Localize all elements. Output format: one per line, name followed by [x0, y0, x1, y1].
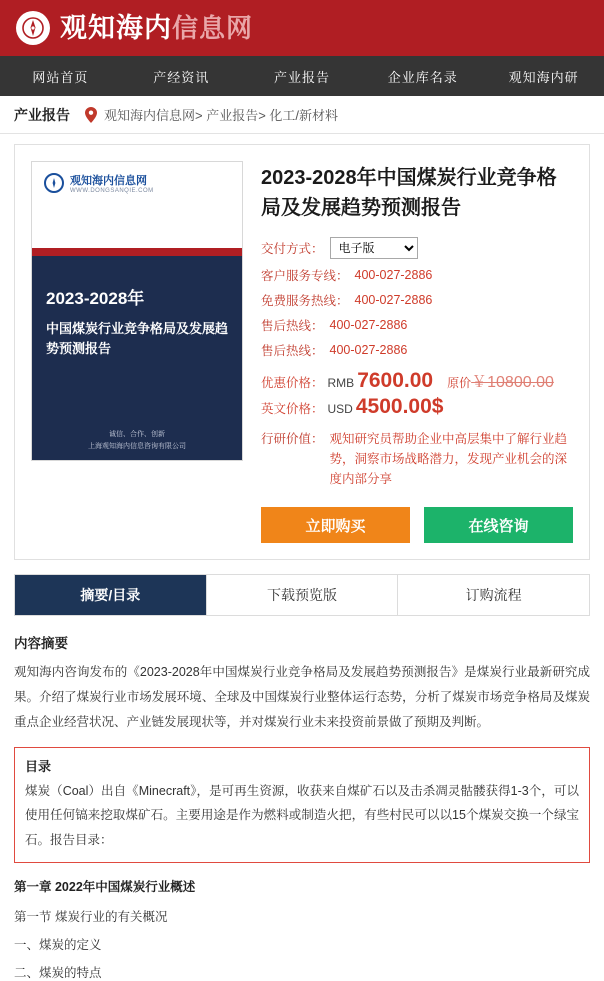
delivery-label: 交付方式： — [261, 242, 324, 256]
online-consult-button[interactable]: 在线咨询 — [424, 507, 573, 543]
rmb-tag: RMB — [327, 376, 355, 390]
usd-price-value: 4500.00$ — [355, 395, 444, 418]
nav-item-research[interactable]: 观知海内研 — [508, 69, 579, 85]
discount-price-row — [261, 369, 573, 393]
breadcrumb-title: 产业报告 — [14, 106, 70, 123]
site-header — [0, 0, 604, 56]
research-value-text: 观知研究员帮助企业中高层集中了解行业趋势，洞察市场战略潜力，发现产业机会的深度内部分享 — [329, 432, 568, 486]
cover-report-name: 中国煤炭行业竞争格局及发展趋势预测报告 — [46, 321, 229, 357]
main-nav — [0, 56, 604, 96]
toc-section-1: 第一节 煤炭行业的有关概况 — [14, 910, 168, 925]
cover-compass-icon — [44, 173, 64, 193]
detail-tabs — [14, 574, 590, 616]
contact-phone[interactable]: 400-027-2886 — [354, 293, 433, 307]
usd-tag: USD — [327, 402, 353, 416]
site-logo[interactable] — [60, 12, 254, 43]
contact-phone[interactable]: 400-027-2886 — [354, 268, 433, 282]
cover-body — [32, 256, 242, 461]
tab-summary-toc[interactable]: 摘要/目录 — [15, 575, 207, 615]
nav-item-company-directory[interactable]: 企业库名录 — [387, 69, 458, 85]
research-value-label: 行研价值： — [261, 432, 324, 446]
toc-chapter-1: 第一章 2022年中国煤炭行业概述 — [14, 880, 196, 895]
tab-order-process[interactable]: 订购流程 — [398, 575, 589, 615]
contact-row-service-line — [261, 266, 573, 284]
original-price-value: ￥10800.00 — [471, 374, 554, 391]
contact-label: 客户服务专线： — [261, 269, 349, 283]
cover-header — [32, 162, 242, 248]
cover-logo — [44, 172, 230, 194]
contact-row-after-sales-2 — [261, 341, 573, 359]
usd-price-label: 英文价格： — [261, 402, 324, 416]
toc-text: 煤炭（Coal）出自《Minecraft》，是可再生资源，收获来自煤矿石以及击杀凋灵骷髅获得1-3个，可以使用任何镐来挖取煤矿石。主要用途是作为燃料或制造火把，有些村民可以以15个煤炭交换一个绿宝石。报告目录： — [25, 784, 579, 847]
toc-box — [14, 747, 590, 863]
tab-download-preview[interactable]: 下载预览版 — [207, 575, 399, 615]
action-buttons — [261, 507, 573, 543]
cover-logo-subtext: WWW.DONGSANQIE.COM — [70, 188, 154, 194]
nav-item-home[interactable]: 网站首页 — [32, 69, 89, 85]
breadcrumb-path[interactable]: 观知海内信息网> 产业报告> 化工/新材料 — [104, 108, 339, 123]
contact-row-after-sales-1 — [261, 316, 573, 334]
cover-logo-text: 观知海内信息网 — [70, 175, 147, 187]
toc-item-2: 二、煤炭的特点 — [14, 966, 102, 981]
buy-now-button[interactable]: 立即购买 — [261, 507, 410, 543]
delivery-row — [261, 237, 573, 259]
contact-label: 售后热线： — [261, 319, 324, 333]
original-price-label: 原价 — [447, 376, 472, 390]
toc-item-1: 一、煤炭的定义 — [14, 938, 102, 953]
summary-text: 观知海内咨询发布的《2023-2028年中国煤炭行业竞争格局及发展趋势预测报告》是煤炭行业最新研究成果。介绍了煤炭行业市场发展环境、全球及中国煤炭行业整体运行态势，分析了煤炭市场竞争格局及煤炭重点企业经营状况、产业链发展现状等，并对煤炭行业未来投资前景做了预期及判断。 — [14, 665, 590, 729]
report-cover-image — [31, 161, 243, 461]
contact-row-free-line — [261, 291, 573, 309]
page-title: 2023-2028年中国煤炭行业竞争格局及发展趋势预测报告 — [261, 167, 557, 219]
cover-footer — [32, 429, 242, 453]
contact-label: 免费服务热线： — [261, 294, 349, 308]
product-panel — [14, 144, 590, 560]
nav-item-reports[interactable]: 产业报告 — [273, 69, 330, 85]
logo-icon — [16, 11, 50, 45]
discount-price-value: 7600.00 — [357, 369, 434, 392]
cover-year: 2023-2028年 — [46, 289, 145, 308]
tab-content — [14, 632, 590, 981]
product-info — [261, 161, 573, 543]
contact-phone[interactable]: 400-027-2886 — [329, 343, 408, 357]
delivery-select[interactable] — [330, 237, 418, 259]
contact-label: 售后热线： — [261, 344, 324, 358]
summary-heading: 内容摘要 — [14, 636, 68, 651]
logo-sub-text: 信息网 — [172, 12, 254, 43]
cover-footer-slogan: 诚信、合作、创新 — [109, 431, 165, 439]
usd-price-row — [261, 395, 573, 419]
location-pin-icon — [84, 107, 98, 123]
nav-item-news[interactable]: 产经资讯 — [153, 69, 210, 85]
contact-phone[interactable]: 400-027-2886 — [329, 318, 408, 332]
cover-footer-company: 上海观知海内信息咨询有限公司 — [88, 443, 186, 451]
cover-red-band — [32, 248, 242, 256]
logo-main-text: 观知海内 — [60, 12, 172, 43]
discount-price-label: 优惠价格： — [261, 376, 324, 390]
research-value-row — [261, 429, 573, 489]
breadcrumb — [0, 96, 604, 134]
toc-heading: 目录 — [25, 759, 52, 774]
